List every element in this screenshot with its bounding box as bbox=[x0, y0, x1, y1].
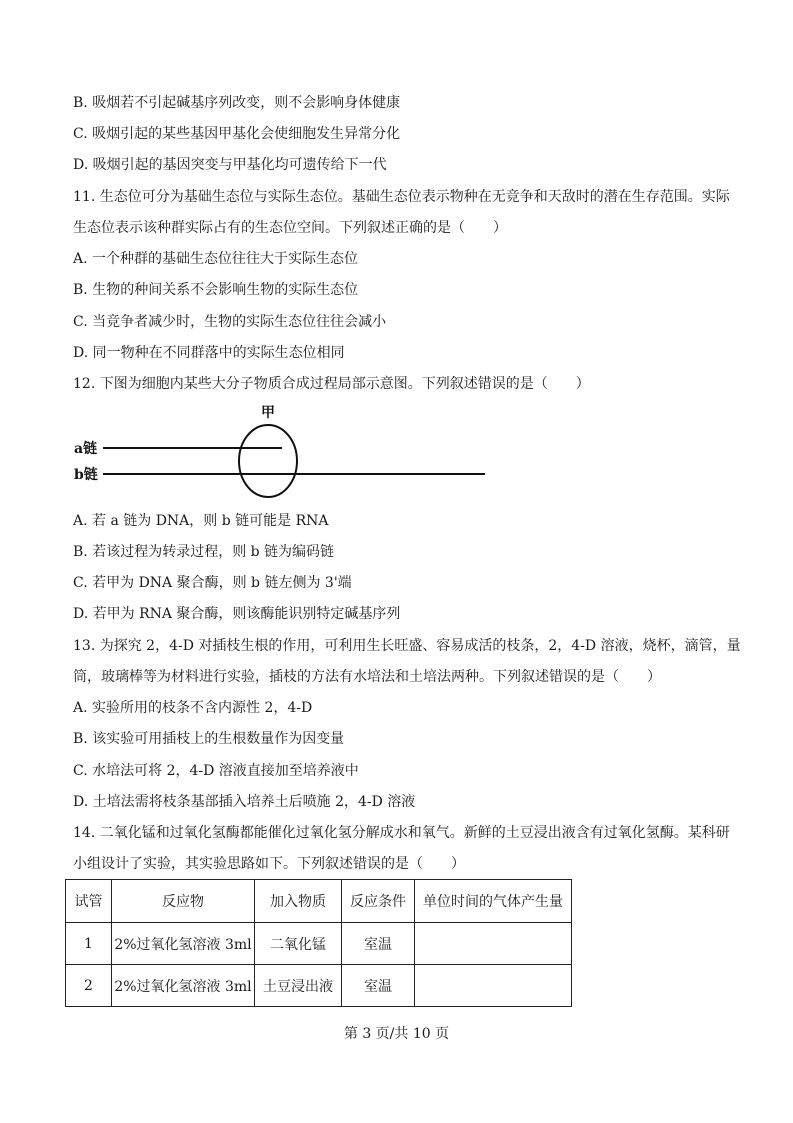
cell-added-substance: 二氧化锰 bbox=[255, 923, 342, 965]
q10-option-d: D. 吸烟引起的基因突变与甲基化均可遗传给下一代 bbox=[73, 157, 387, 173]
label-a-chain: a链 bbox=[74, 441, 98, 457]
q12-option-c: C. 若甲为 DNA 聚合酶，则 b 链左侧为 3'端 bbox=[73, 575, 352, 591]
page-footer: 第 3 页/共 10 页 bbox=[343, 1026, 450, 1042]
q13-option-a: A. 实验所用的枝条不含内源性 2，4-D bbox=[73, 700, 313, 716]
q13-stem-line-1: 13. 为探究 2，4-D 对插枝生根的作用，可利用生长旺盛、容易成活的枝条，2，4-D 溶液，烧杯，滴管，量 bbox=[73, 638, 741, 654]
table-row bbox=[66, 923, 572, 965]
cell-condition: 室温 bbox=[342, 965, 415, 1007]
q11-option-c: C. 当竞争者减少时，生物的实际生态位往往会减小 bbox=[73, 314, 387, 330]
header-reactant: 反应物 bbox=[112, 880, 255, 923]
cell-reactant: 2%过氧化氢溶液 3ml bbox=[112, 923, 255, 965]
q12-option-b: B. 若该过程为转录过程，则 b 链为编码链 bbox=[73, 544, 335, 560]
q12-stem: 12. 下图为细胞内某些大分子物质合成过程局部示意图。下列叙述错误的是（ ） bbox=[73, 376, 590, 392]
experiment-table bbox=[65, 879, 572, 1007]
q13-stem-line-2: 筒，玻璃棒等为材料进行实验，插枝的方法有水培法和土培法两种。下列叙述错误的是（ ） bbox=[73, 669, 661, 685]
cell-tube: 1 bbox=[66, 923, 112, 965]
q11-option-b: B. 生物的种间关系不会影响生物的实际生态位 bbox=[73, 282, 359, 298]
cell-tube: 2 bbox=[66, 965, 112, 1007]
q11-stem-line-1: 11. 生态位可分为基础生态位与实际生态位。基础生态位表示物种在无竞争和天敌时的潜在生存范围。实际 bbox=[73, 189, 730, 205]
label-jia: 甲 bbox=[261, 405, 275, 421]
label-b-chain: b链 bbox=[74, 467, 98, 483]
cell-gas-output bbox=[415, 965, 572, 1007]
q12-option-d: D. 若甲为 RNA 聚合酶，则该酶能识别特定碱基序列 bbox=[73, 606, 401, 622]
cell-added-substance: 土豆浸出液 bbox=[255, 965, 342, 1007]
q11-option-d: D. 同一物种在不同群落中的实际生态位相同 bbox=[73, 345, 345, 361]
q12-option-a: A. 若 a 链为 DNA，则 b 链可能是 RNA bbox=[73, 513, 329, 529]
q13-option-d: D. 土培法需将枝条基部插入培养土后喷施 2，4-D 溶液 bbox=[73, 794, 416, 810]
q11-stem-line-2: 生态位表示该种群实际占有的生态位空间。下列叙述正确的是（ ） bbox=[73, 220, 507, 236]
table-header-row bbox=[66, 880, 572, 923]
table-row bbox=[66, 965, 572, 1007]
synthesis-diagram bbox=[70, 400, 500, 500]
q14-stem-line-2: 小组设计了实验，其实验思路如下。下列叙述错误的是（ ） bbox=[73, 856, 465, 872]
q10-option-c: C. 吸烟引起的某些基因甲基化会使细胞发生异常分化 bbox=[73, 126, 401, 142]
enzyme-jia-ellipse bbox=[239, 425, 297, 497]
cell-gas-output bbox=[415, 923, 572, 965]
q13-option-c: C. 水培法可将 2，4-D 溶液直接加至培养液中 bbox=[73, 763, 359, 779]
q10-option-b: B. 吸烟若不引起碱基序列改变，则不会影响身体健康 bbox=[73, 95, 401, 111]
header-gas-output: 单位时间的气体产生量 bbox=[415, 880, 572, 923]
q13-option-b: B. 该实验可用插枝上的生根数量作为因变量 bbox=[73, 731, 345, 747]
cell-condition: 室温 bbox=[342, 923, 415, 965]
header-tube: 试管 bbox=[66, 880, 112, 923]
q11-option-a: A. 一个种群的基础生态位往往大于实际生态位 bbox=[73, 251, 359, 267]
header-added-substance: 加入物质 bbox=[255, 880, 342, 923]
q14-stem-line-1: 14. 二氧化锰和过氧化氢酶都能催化过氧化氢分解成水和氧气。新鲜的土豆浸出液含有过氧化氢酶。某科研 bbox=[73, 825, 730, 841]
synthesis-diagram-svg bbox=[70, 400, 500, 500]
header-condition: 反应条件 bbox=[342, 880, 415, 923]
cell-reactant: 2%过氧化氢溶液 3ml bbox=[112, 965, 255, 1007]
